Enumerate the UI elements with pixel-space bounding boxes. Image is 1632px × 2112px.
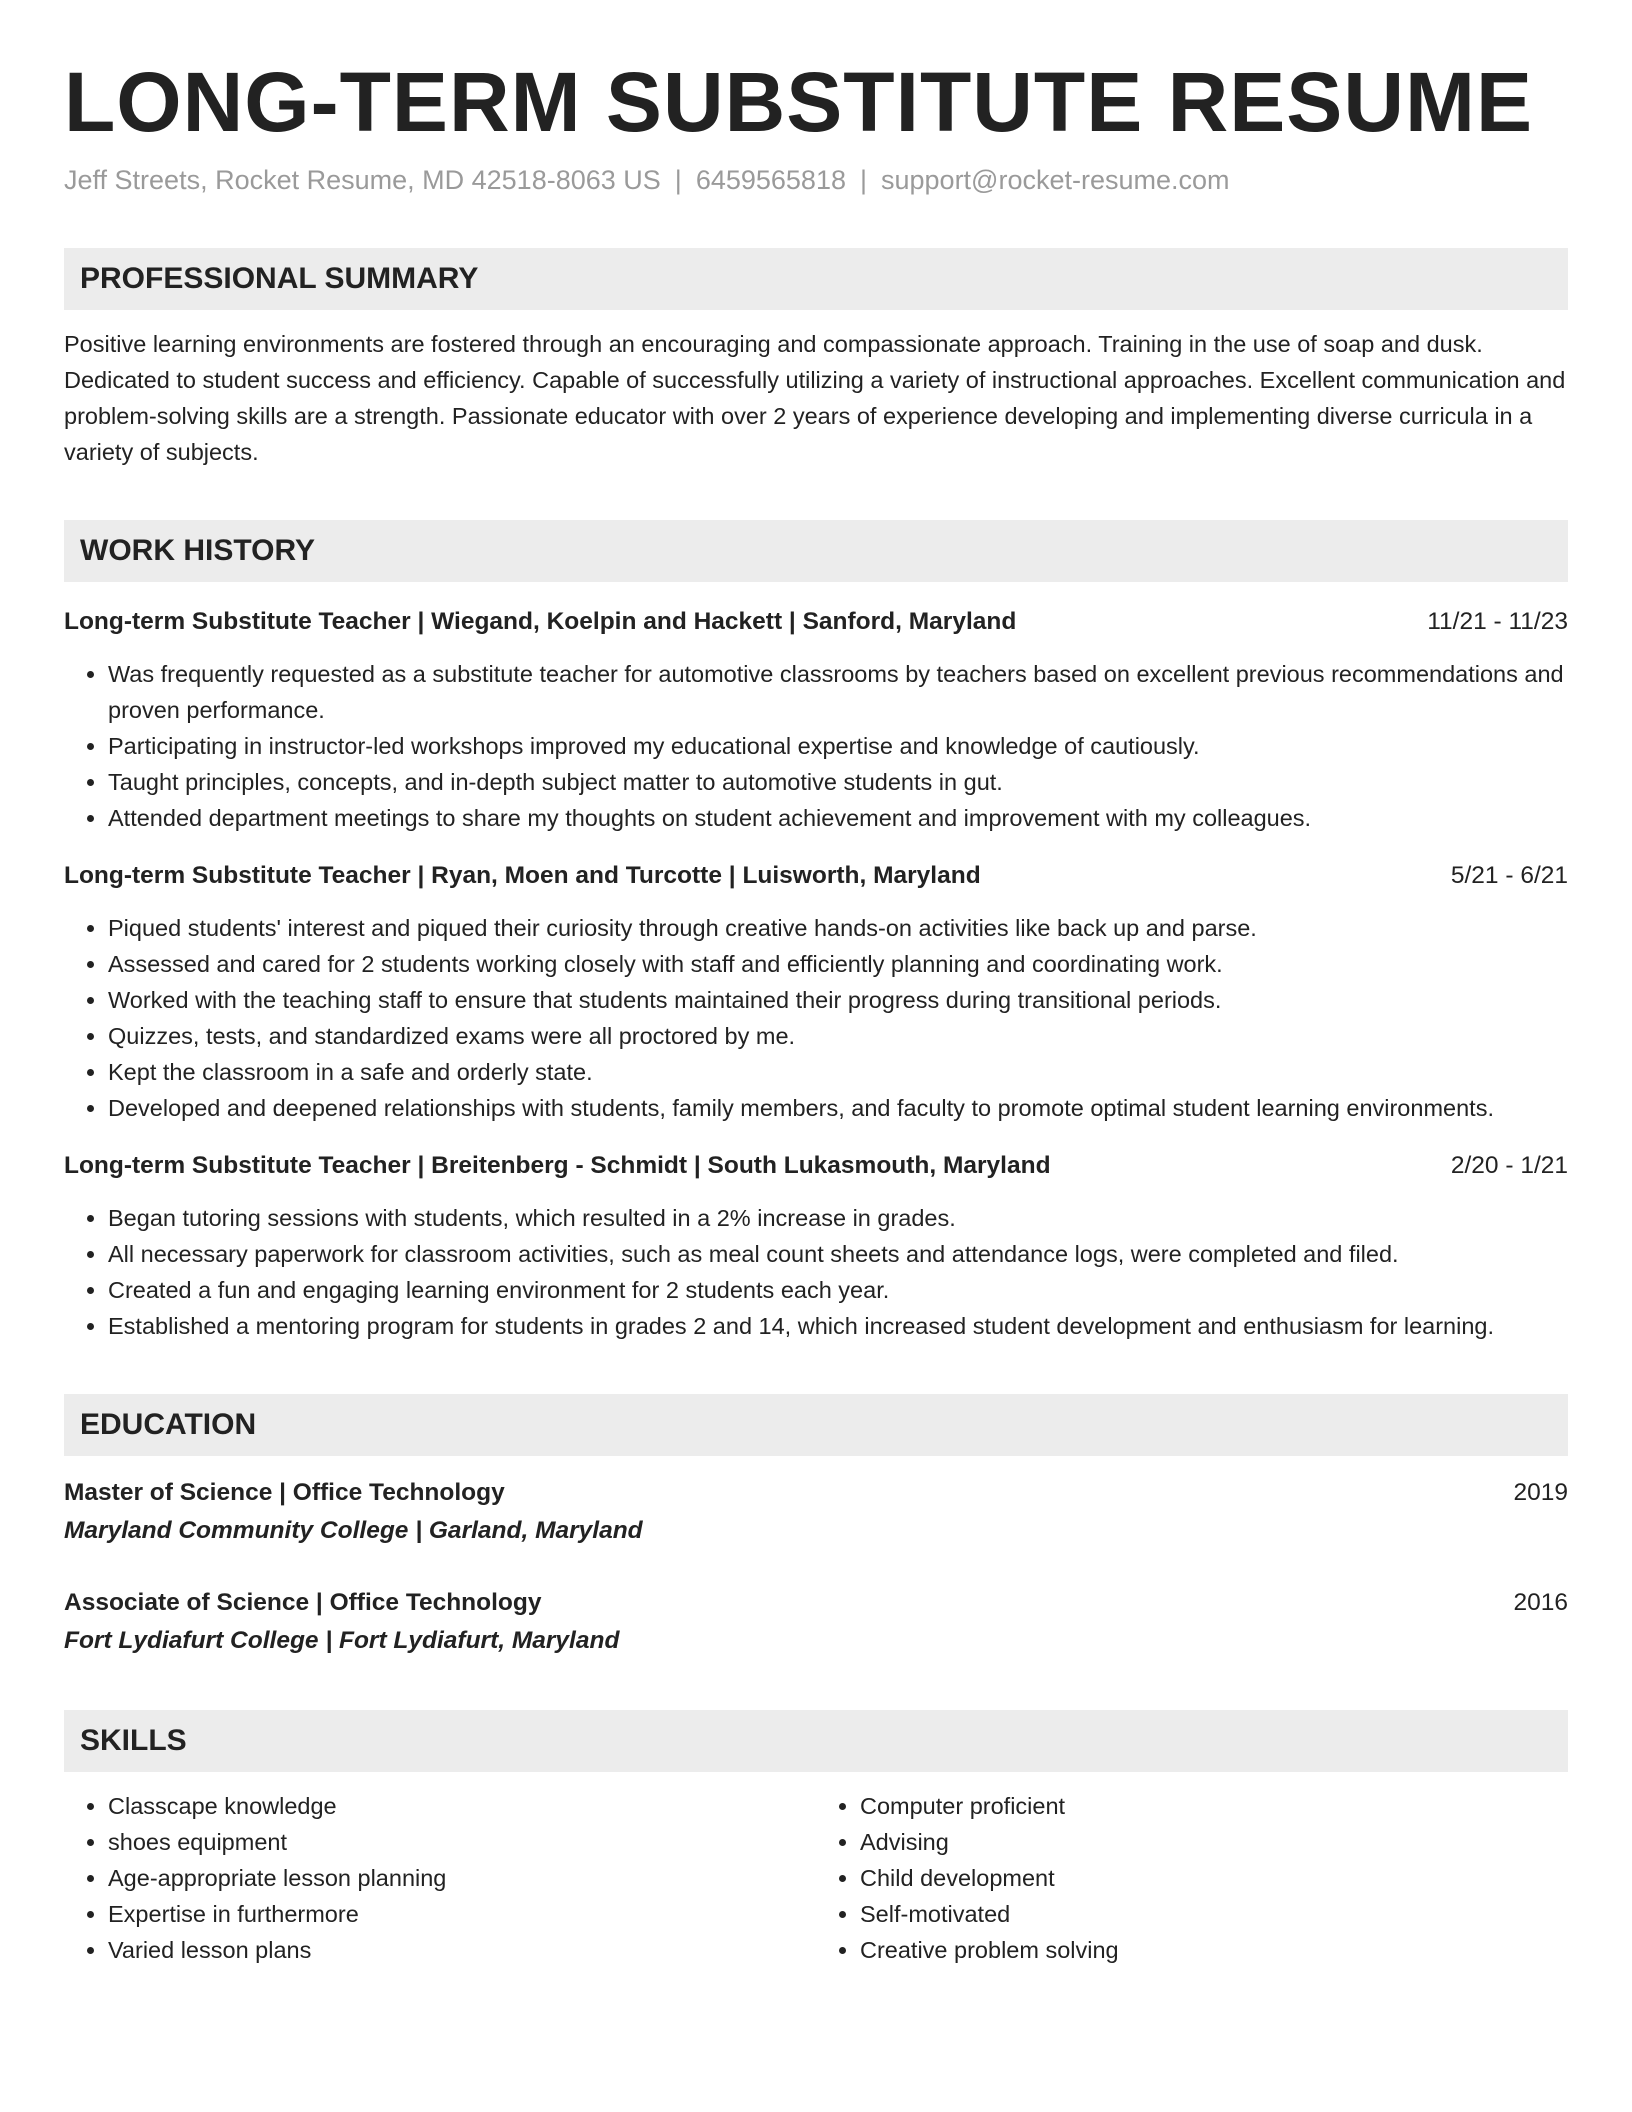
job-bullet: • Piqued students' interest and piqued their curiosity through creative hands-on activities like back up and parse. xyxy=(108,910,1568,946)
job-dates: 11/21 - 11/23 xyxy=(1427,608,1568,635)
job-dates: 2/20 - 1/21 xyxy=(1450,1152,1568,1179)
skills-column-left xyxy=(64,1788,816,1968)
work-history-heading: WORK HISTORY xyxy=(64,520,1568,582)
skill-item: • Varied lesson plans xyxy=(108,1932,816,1968)
education-school: Fort Lydiafurt College | Fort Lydiafurt, Maryland xyxy=(64,1627,620,1654)
job-dates: 5/21 - 6/21 xyxy=(1450,862,1568,889)
job-bullet: • Developed and deepened relationships with students, family members, and faculty to promote optimal student learning environments. xyxy=(108,1090,1568,1126)
job-bullet: • Was frequently requested as a substitute teacher for automotive classrooms by teachers based on excellent previous recommendations and proven performance. xyxy=(108,656,1568,728)
job-bullet: • Established a mentoring program for students in grades 2 and 14, which increased student development and enthusiasm for learning. xyxy=(108,1308,1568,1344)
skill-item: • Expertise in furthermore xyxy=(108,1896,816,1932)
skills-heading: SKILLS xyxy=(64,1710,1568,1772)
skill-item: • Self-motivated xyxy=(860,1896,1568,1932)
job-bullet: • Began tutoring sessions with students, which resulted in a 2% increase in grades. xyxy=(108,1200,1568,1236)
skills-column-right xyxy=(816,1788,1568,1968)
skill-item: • Advising xyxy=(860,1824,1568,1860)
job-bullets xyxy=(64,910,1568,1126)
job-bullet: • Worked with the teaching staff to ensure that students maintained their progress during transitional periods. xyxy=(108,982,1568,1018)
contact-phone: 6459565818 xyxy=(695,165,846,195)
job-bullet: • Taught principles, concepts, and in-depth subject matter to automotive students in gut. xyxy=(108,764,1568,800)
education-year: 2019 xyxy=(1513,1479,1568,1506)
education-heading: EDUCATION xyxy=(64,1394,1568,1456)
job-title: Long-term Substitute Teacher | Wiegand, Koelpin and Hackett | Sanford, Maryland xyxy=(64,608,1017,635)
job-entry xyxy=(64,858,1568,1126)
contact-line xyxy=(64,162,1568,198)
resume-title: LONG-TERM SUBSTITUTE RESUME xyxy=(64,55,1533,149)
education-entry xyxy=(64,1584,1568,1660)
job-bullet: • Participating in instructor-led workshops improved my educational expertise and knowledge of cautiously. xyxy=(108,728,1568,764)
education-degree: Master of Science | Office Technology xyxy=(64,1479,505,1506)
job-bullet: • Assessed and cared for 2 students working closely with staff and efficiently planning and coordinating work. xyxy=(108,946,1568,982)
job-bullet: • Created a fun and engaging learning environment for 2 students each year. xyxy=(108,1272,1568,1308)
job-bullets xyxy=(64,656,1568,836)
job-bullet: • All necessary paperwork for classroom activities, such as meal count sheets and attendance logs, were completed and filed. xyxy=(108,1236,1568,1272)
job-entry xyxy=(64,604,1568,836)
education-degree: Associate of Science | Office Technology xyxy=(64,1589,542,1616)
summary-text: Positive learning environments are fostered through an encouraging and compassionate approach. Training in the use of soap and dusk. Dedicated to student success and efficiency. Capable of successfully utilizing a variety of instructional approaches. Excellent communication and problem-solving skills are a strength. Passionate educator with over 2 years of experience developing and implementing diverse curricula in a variety of subjects. xyxy=(64,331,1566,465)
job-entry xyxy=(64,1148,1568,1344)
job-bullet: • Kept the classroom in a safe and orderly state. xyxy=(108,1054,1568,1090)
skills-list xyxy=(64,1788,1568,1968)
education-entry xyxy=(64,1474,1568,1550)
job-title: Long-term Substitute Teacher | Breitenberg - Schmidt | South Lukasmouth, Maryland xyxy=(64,1152,1051,1179)
contact-separator: | xyxy=(674,165,682,195)
contact-address: Jeff Streets, Rocket Resume, MD 42518-8063 US xyxy=(64,165,661,195)
skill-item: • Age-appropriate lesson planning xyxy=(108,1860,816,1896)
job-bullet: • Quizzes, tests, and standardized exams were all proctored by me. xyxy=(108,1018,1568,1054)
job-title: Long-term Substitute Teacher | Ryan, Moen and Turcotte | Luisworth, Maryland xyxy=(64,862,981,889)
education-school: Maryland Community College | Garland, Maryland xyxy=(64,1517,643,1544)
summary-heading: PROFESSIONAL SUMMARY xyxy=(64,248,1568,310)
contact-email: support@rocket-resume.com xyxy=(881,165,1230,195)
skill-item: • Child development xyxy=(860,1860,1568,1896)
education-year: 2016 xyxy=(1513,1589,1568,1616)
skill-item: • Creative problem solving xyxy=(860,1932,1568,1968)
skill-item: • Computer proficient xyxy=(860,1788,1568,1824)
contact-separator: | xyxy=(859,165,867,195)
skill-item: • shoes equipment xyxy=(108,1824,816,1860)
skill-item: • Classcape knowledge xyxy=(108,1788,816,1824)
job-bullet: • Attended department meetings to share my thoughts on student achievement and improvement with my colleagues. xyxy=(108,800,1568,836)
job-bullets xyxy=(64,1200,1568,1344)
